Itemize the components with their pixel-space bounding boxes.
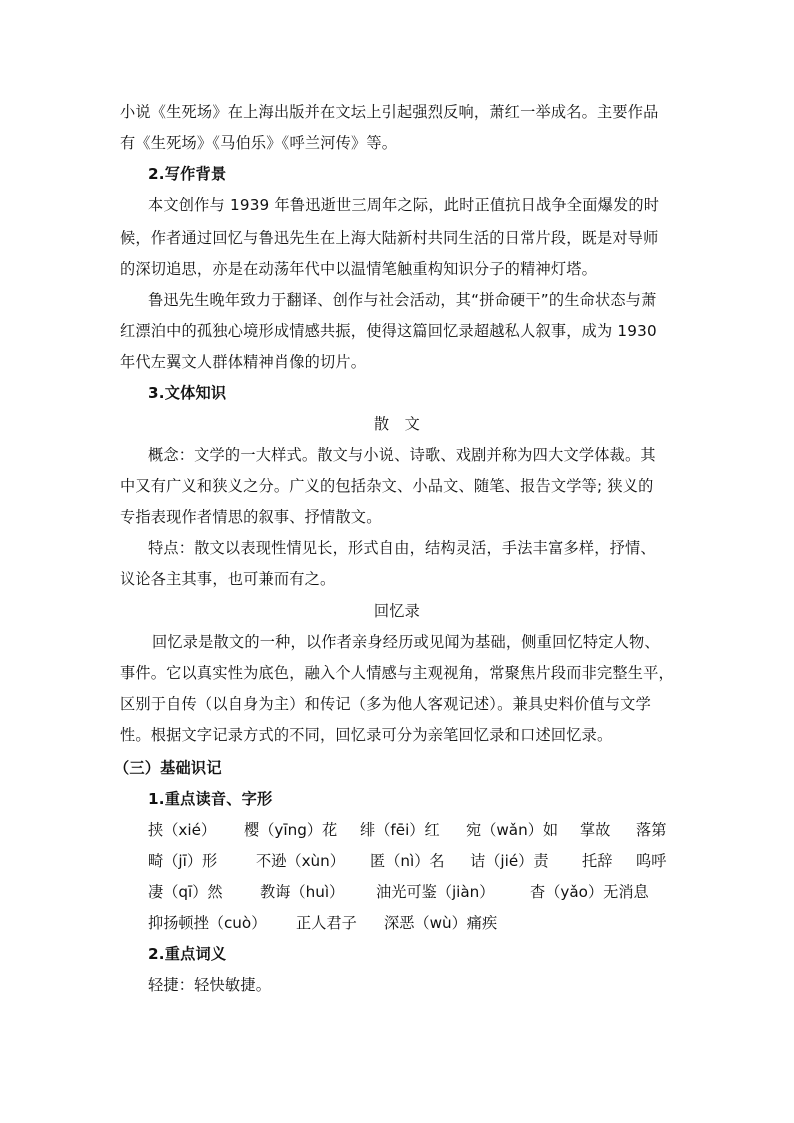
- subheading-pronunciation: 1.重点读音、字形: [148, 790, 273, 808]
- paragraph-line: 的深切追思，亦是在动荡年代中以温情笔触重构知识分子的精神灯塔。: [120, 260, 598, 278]
- vocab-item: 畸（jī）形: [148, 852, 218, 870]
- definition-line: 轻捷：轻快敏捷。: [148, 976, 272, 994]
- vocab-row: [0, 881, 794, 903]
- memoir-title: 回忆录: [373, 602, 421, 620]
- vocab-item: 宛（wǎn）如: [466, 821, 559, 839]
- vocab-row: [0, 912, 794, 934]
- vocab-item: 绯（fēi）红: [360, 821, 440, 839]
- vocab-item: 凄（qī）然: [148, 883, 223, 901]
- vocab-item: 抑扬顿挫（cuò）: [148, 914, 267, 932]
- vocab-item: 正人君子: [296, 914, 357, 932]
- vocab-item: 掌故: [580, 821, 611, 839]
- paragraph-line: 鲁迅先生晚年致力于翻译、创作与社会活动，其“拼命硬干”的生命状态与萧: [148, 291, 657, 309]
- vocab-item: 不逊（xùn）: [256, 852, 345, 870]
- paragraph-line: 性。根据文字记录方式的不同，回忆录可分为亲笔回忆录和口述回忆录。: [120, 726, 613, 744]
- vocab-row: [0, 819, 794, 841]
- vocab-item: 油光可鉴（jiàn）: [376, 883, 495, 901]
- vocab-row: [0, 850, 794, 872]
- paragraph-line: 特点：散文以表现性情见长，形式自由，结构灵活，手法丰富多样，抒情、: [148, 539, 656, 557]
- paragraph-line: 区别于自传（以自身为主）和传记（多为他人客观记述）。兼具史料价值与文学: [120, 695, 651, 713]
- vocab-item: 挟（xié）: [148, 821, 217, 839]
- paragraph-line: 红漂泊中的孤独心境形成情感共振，使得这篇回忆录超越私人叙事，成为 1930: [120, 322, 657, 340]
- vocab-item: 教诲（huì）: [260, 883, 345, 901]
- paragraph-line: 候，作者通过回忆与鲁迅先生在上海大陆新村共同生活的日常片段，既是对导师: [120, 229, 659, 247]
- bio-line-2: 有《生死场》《马伯乐》《呼兰河传》等。: [120, 134, 398, 152]
- section-heading-background: 2.写作背景: [148, 165, 227, 183]
- vocab-item: 诘（jié）责: [470, 852, 549, 870]
- paragraph-line: 年代左翼文人群体精神肖像的切片。: [120, 353, 367, 371]
- paragraph-line: 事件。它以真实性为底色，融入个人情感与主观视角，常聚焦片段而非完整生平，: [120, 664, 674, 682]
- paragraph-line: 概念：文学的一大样式。散文与小说、诗歌、戏剧并称为四大文学体裁。其: [148, 446, 656, 464]
- vocab-item: 托辞: [582, 852, 613, 870]
- vocab-item: 深恶（wù）痛疾: [384, 914, 498, 932]
- bio-line-1: 小说《生死场》在上海出版并在文坛上引起强烈反响，萧红一举成名。主要作品: [120, 103, 659, 121]
- vocab-item: 呜呼: [636, 852, 667, 870]
- vocab-item: 落第: [636, 821, 667, 839]
- section-heading-basics: （三）基础识记: [114, 759, 222, 777]
- paragraph-line: 中又有广义和狭义之分。广义的包括杂文、小品文、随笔、报告文学等; 狭义的: [120, 477, 654, 495]
- paragraph-line: 议论各主其事，也可兼而有之。: [120, 570, 336, 588]
- vocab-item: 匿（nì）名: [370, 852, 445, 870]
- paragraph-line: 本文创作与 1939 年鲁迅逝世三周年之际，此时正值抗日战争全面爆发的时: [148, 196, 660, 214]
- vocab-item: 樱（yīng）花: [244, 821, 338, 839]
- subheading-meaning: 2.重点词义: [148, 945, 227, 963]
- vocab-item: 杳（yǎo）无消息: [530, 883, 649, 901]
- prose-title: 散 文: [373, 415, 421, 433]
- paragraph-line: 回忆录是散文的一种，以作者亲身经历或见闻为基础，侧重回忆特定人物、: [152, 633, 660, 651]
- section-heading-genre: 3.文体知识: [148, 384, 227, 402]
- paragraph-line: 专指表现作者情思的叙事、抒情散文。: [120, 508, 382, 526]
